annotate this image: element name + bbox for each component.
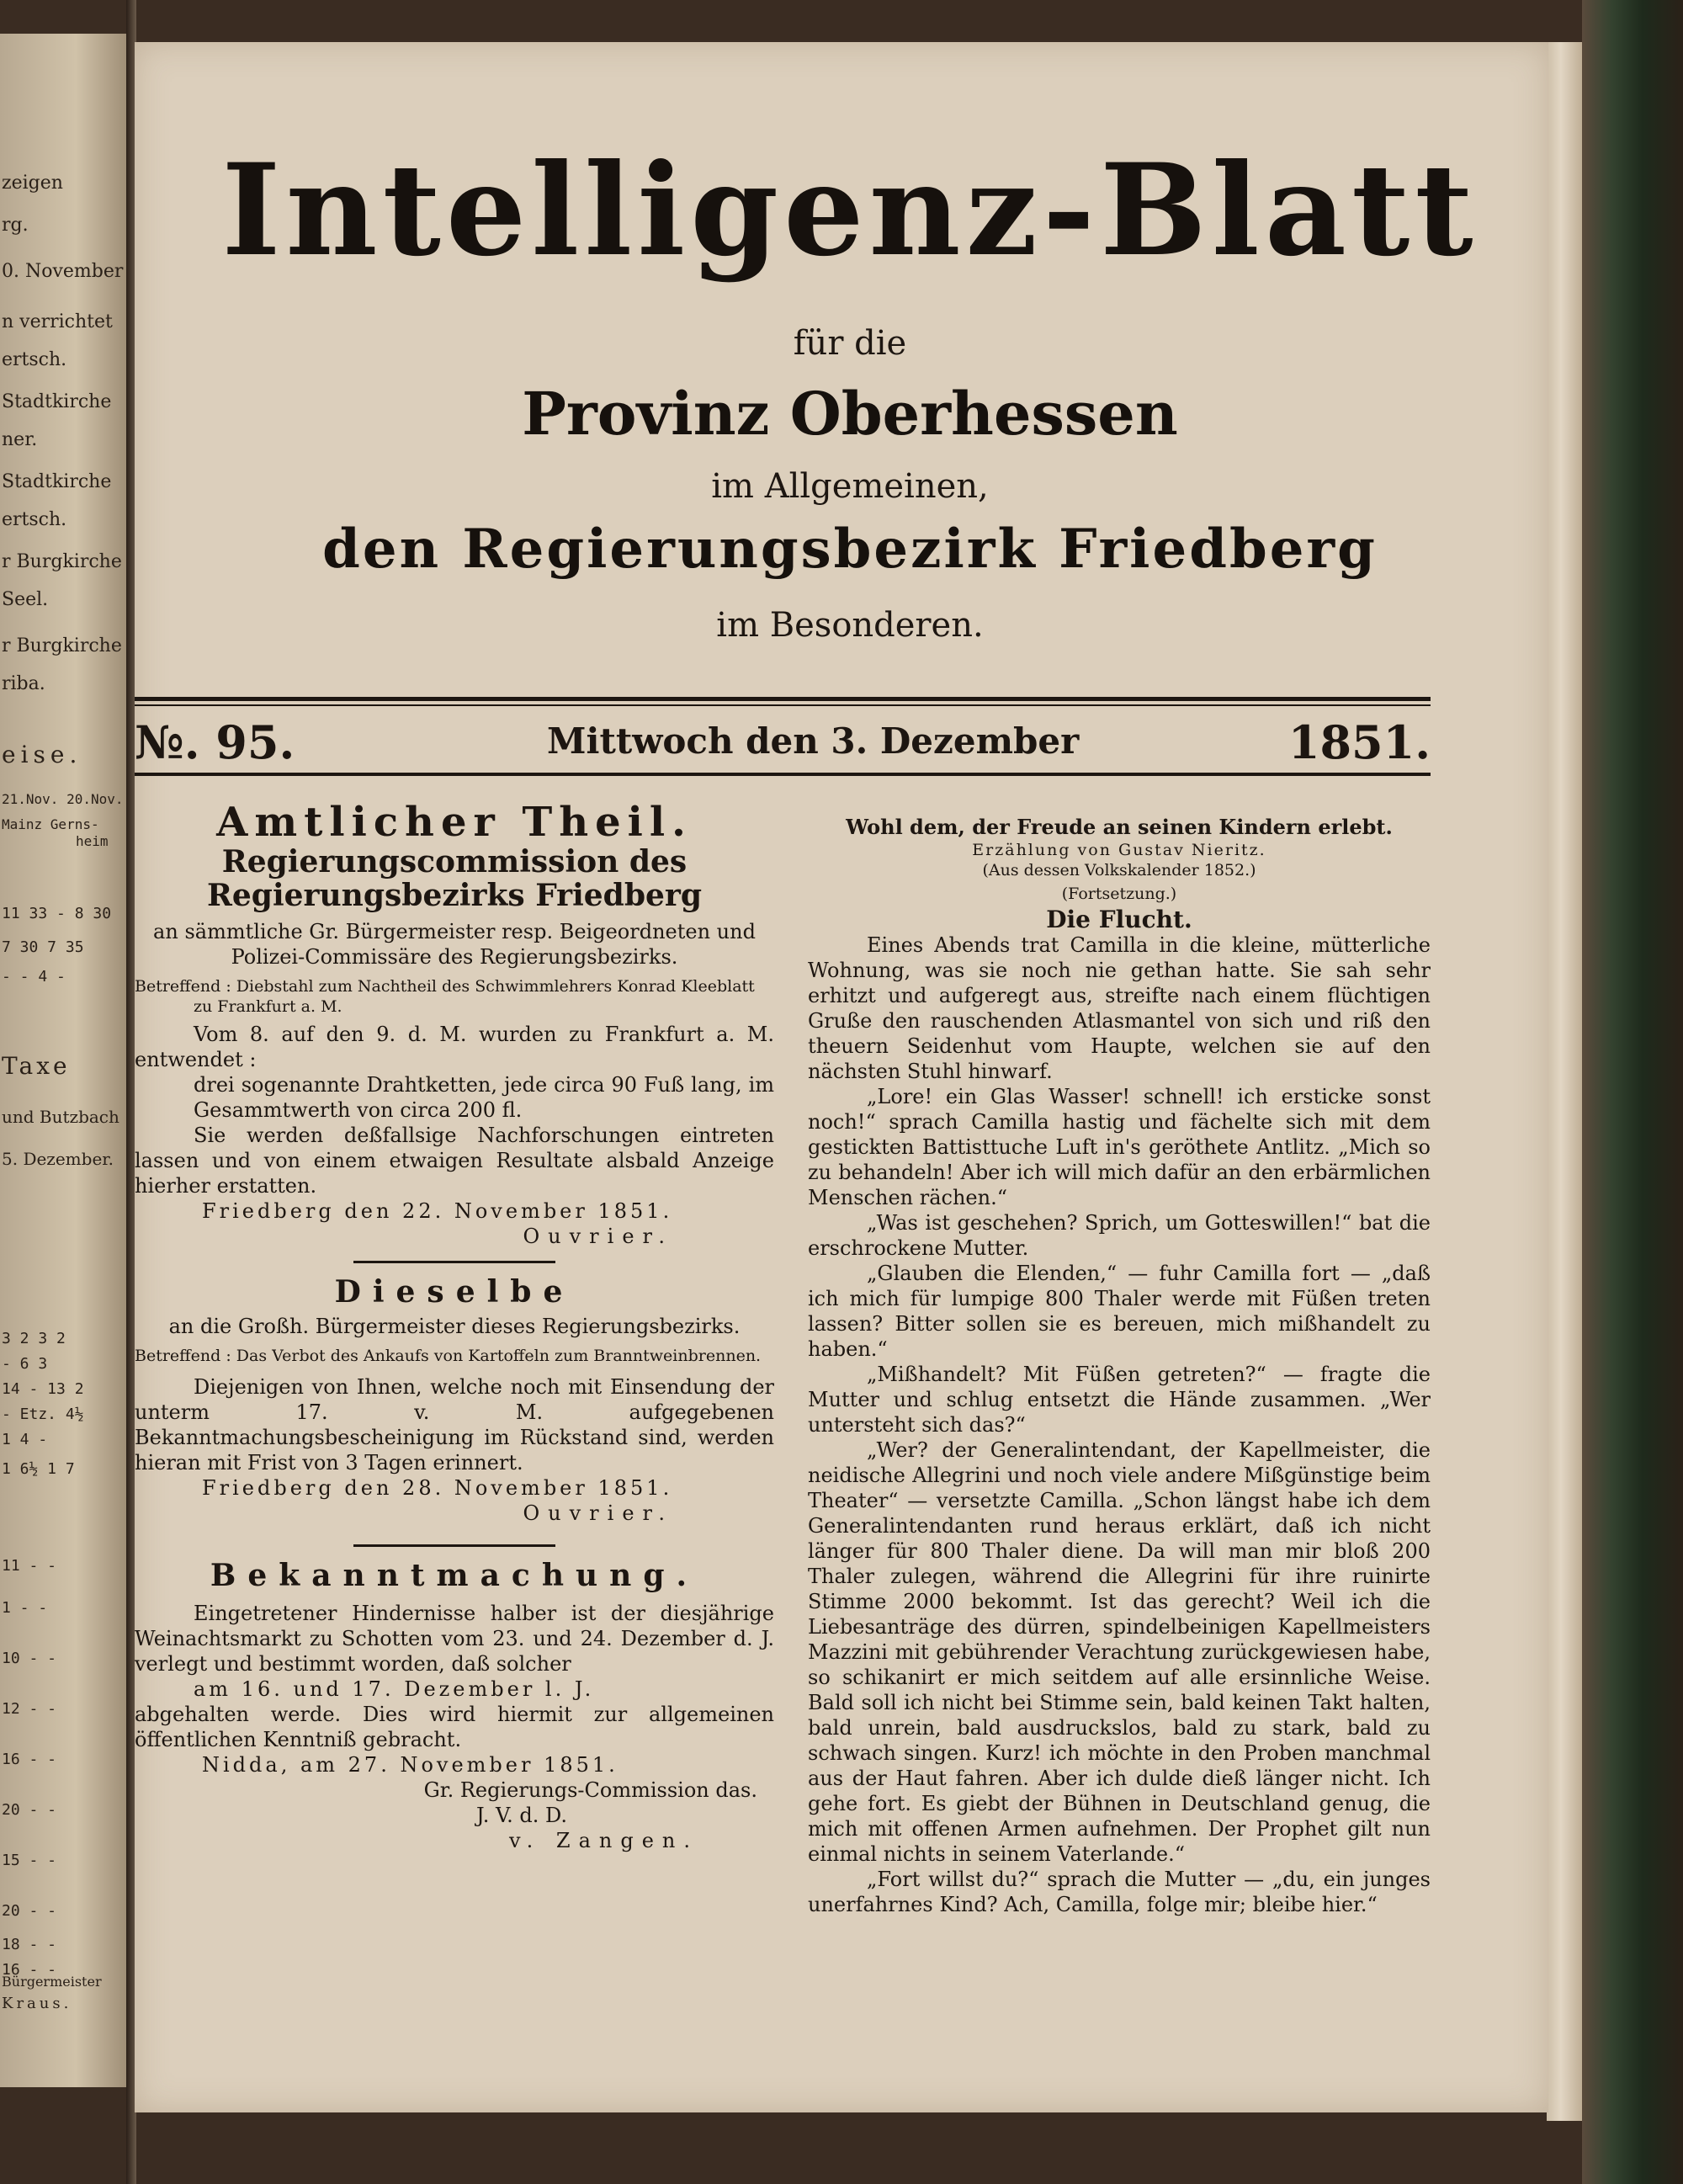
lp-row: 16 - - xyxy=(2,1751,57,1768)
notice1-text3: Sie werden deßfallsige Nachforschungen eintreten lassen und von einem etwaigen Resultate alsbald Anzeige hierher erstatten. xyxy=(135,1124,774,1198)
lp-row: 11 33 - 8 30 xyxy=(2,905,112,922)
official-heading: Amtlicher Theil. xyxy=(216,799,693,846)
top-rule xyxy=(135,697,1431,701)
lp-row: 16 - - xyxy=(2,1961,57,1979)
lp-line: ertsch. xyxy=(2,509,67,530)
notice1-addressees: an sämmtliche Gr. Bürgermeister resp. Beigeordneten und Polizei-Commissäre des Regierungsbezirks. xyxy=(153,920,756,969)
lp-row: 3 2 3 2 xyxy=(2,1330,66,1347)
issue-line xyxy=(135,715,1431,769)
previous-page-fragment xyxy=(0,34,131,2087)
story-paragraph: „Lore! ein Glas Wasser! schnell! ich ersticke sonst noch!“ sprach Camilla hastig und fächelte sich mit dem gestickten Battisttuche Luft in's geröthete Antlitz. „Mich so zu behandeln! Aber ich will mich dafür an den erbärmlichen Menschen rächen.“ xyxy=(808,1085,1431,1209)
lp-line: riba. xyxy=(2,673,45,694)
lp-line: n verrichtet xyxy=(2,311,113,332)
divider xyxy=(353,1261,555,1263)
notice-1 xyxy=(135,845,774,1249)
story-continuation: (Fortsetzung.) xyxy=(1061,885,1177,903)
right-column xyxy=(808,774,1431,1917)
masthead-fuer-die: für die xyxy=(793,324,907,363)
lp-row: - - 4 - xyxy=(2,968,66,986)
story-author: Erzählung von Gustav Nieritz. xyxy=(972,841,1266,859)
lp-line: ner. xyxy=(2,429,38,450)
lp-line: Seel. xyxy=(2,589,49,610)
lp-butzbach: und Butzbach xyxy=(2,1107,119,1127)
notice2-addressees: an die Großh. Bürgermeister dieses Regierungsbezirks. xyxy=(168,1315,741,1338)
notice1-betreffend: Betreffend : Diebstahl zum Nachtheil des Schwimmlehrers Konrad Kleeblatt zu Frankfurt a. M. xyxy=(135,977,755,1016)
issue-date: Mittwoch den 3. Dezember xyxy=(547,720,1080,762)
notice-3 xyxy=(135,1559,774,1853)
notice2-heading: Dieselbe xyxy=(334,1274,575,1310)
lp-row: 20 - - xyxy=(2,1902,57,1920)
left-column xyxy=(135,774,774,1853)
notice3-signature: v. Zangen. xyxy=(508,1829,698,1852)
masthead-allgemeinen: im Allgemeinen, xyxy=(711,467,989,506)
notice3-text2: abgehalten werde. Dies wird hiermit zur allgemeinen öffentlichen Kenntniß gebracht. xyxy=(135,1703,774,1751)
story-source: (Aus dessen Volkskalender 1852.) xyxy=(982,861,1256,879)
newspaper-page xyxy=(135,42,1548,2112)
notice2-betreffend: Betreffend : Das Verbot des Ankaufs von Kartoffeln zum Branntweinbrennen. xyxy=(135,1347,762,1365)
notice2-place-date: Friedberg den 28. November 1851. xyxy=(202,1476,673,1500)
notice2-signature: Ouvrier. xyxy=(523,1501,673,1525)
lp-row: 1 4 - xyxy=(2,1431,48,1448)
lp-row: 11 - - xyxy=(2,1557,57,1575)
divider xyxy=(353,1544,555,1547)
notice3-text1: Eingetretener Hindernisse halber ist der diesjährige Weinachtsmarkt zu Schotten vom 23. und 24. Dezember d. J. verlegt und bestimmt worden, daß solcher xyxy=(135,1602,774,1676)
lp-row: 10 - - xyxy=(2,1650,57,1667)
columns xyxy=(135,774,1431,2087)
top-rule-thin xyxy=(135,704,1431,706)
lp-line: r Burgkirche xyxy=(2,635,122,656)
issue-number: №. 95. xyxy=(135,715,295,769)
notice3-place-date: Nidda, am 27. November 1851. xyxy=(202,1753,619,1777)
story-chapter: Die Flucht. xyxy=(1046,906,1192,933)
masthead-title: Intelligenz-Blatt xyxy=(221,136,1479,284)
lp-heading: eise. xyxy=(2,741,82,768)
lp-line: r Burgkirche xyxy=(2,551,122,572)
notice1-signature: Ouvrier. xyxy=(523,1225,673,1248)
notice-2 xyxy=(135,1275,774,1526)
lp-footer2: Kraus. xyxy=(2,1995,72,2012)
lp-row: 12 - - xyxy=(2,1700,57,1718)
lp-row: - 6 3 xyxy=(2,1355,48,1373)
notice3-ivdd: J. V. d. D. xyxy=(475,1804,568,1827)
notice1-place-date: Friedberg den 22. November 1851. xyxy=(202,1199,673,1223)
notice3-dates: am 16. und 17. Dezember l. J. xyxy=(194,1677,595,1701)
lp-line: Stadtkirche xyxy=(2,391,112,412)
lp-row: 1 - - xyxy=(2,1599,48,1617)
lp-row: 14 - 13 2 xyxy=(2,1380,84,1398)
notice3-authority: Gr. Regierungs-Commission das. xyxy=(423,1778,757,1802)
masthead-bezirk: den Regierungsbezirk Friedberg xyxy=(322,518,1378,581)
lp-table-header: 21.Nov. 20.Nov. xyxy=(2,791,124,807)
lp-row: 18 - - xyxy=(2,1936,57,1953)
story-paragraph: „Was ist geschehen? Sprich, um Gotteswillen!“ bat die erschrockene Mutter. xyxy=(808,1211,1431,1260)
lp-footer: Bürgermeister xyxy=(2,1974,102,1990)
notice2-text: Diejenigen von Ihnen, welche noch mit Einsendung der unterm 17. v. M. aufgegebenen Bekanntmachungsbescheinigung im Rückstand sind, werden hieran mit Frist von 3 Tagen erinnert. xyxy=(135,1375,774,1475)
lp-row: 7 30 7 35 xyxy=(2,938,84,956)
book-binding xyxy=(1582,0,1683,2184)
notice3-heading: Bekanntmachung. xyxy=(210,1558,699,1593)
lp-table-sub2: heim xyxy=(76,833,109,849)
lp-line: 0. November xyxy=(2,261,124,282)
issue-year: 1851. xyxy=(1287,715,1431,769)
lp-row: - Etz. 4½ xyxy=(2,1406,84,1423)
notice1-authority: Regierungscommission des Regierungsbezirks Friedberg xyxy=(206,844,703,913)
lp-taxe: Taxe xyxy=(2,1052,71,1080)
story-paragraph: „Mißhandelt? Mit Füßen getreten?“ — fragte die Mutter und schlug entsetzt die Hände zusammen. „Wer untersteht sich das?“ xyxy=(808,1363,1431,1437)
lp-line: Stadtkirche xyxy=(2,471,112,492)
story-paragraph: „Fort willst du?“ sprach die Mutter — „du, ein junges unerfahrnes Kind? Ach, Camilla, folge mir; bleibe hier.“ xyxy=(808,1868,1431,1916)
lp-row: 20 - - xyxy=(2,1801,57,1819)
story-paragraph: Eines Abends trat Camilla in die kleine, mütterliche Wohnung, was sie noch nie gethan hatte. Sie sah sehr erhitzt und aufgeregt aus, streifte nach einem flüchtigen Gruße den rauschenden Atlasmantel von sich und riß den theuern Seidenhut vom Haupte, welchen sie auf den nächsten Stuhl hinwarf. xyxy=(808,933,1431,1083)
masthead-besonderen: im Besonderen. xyxy=(716,606,984,645)
lp-line: rg. xyxy=(2,215,29,236)
notice1-text2: drei sogenannte Drahtketten, jede circa 90 Fuß lang, im Gesammtwerth von circa 200 fl. xyxy=(194,1073,774,1122)
lp-line: zeigen xyxy=(2,173,63,194)
lp-row: 15 - - xyxy=(2,1852,57,1869)
lp-table-sub: Mainz Gerns- xyxy=(2,816,99,832)
story-paragraph: „Glauben die Elenden,“ — fuhr Camilla fort — „daß ich mich für lumpige 800 Thaler werde mit Füßen treten lassen? Bitter sollen sie es bereuen, mich mißhandelt zu haben.“ xyxy=(808,1262,1431,1361)
story-paragraph: „Wer? der Generalintendant, der Kapellmeister, die neidische Allegrini und noch viele andere Mißgünstige beim Theater“ — versetzte Camilla. „Schon längst habe ich dem Generalintendanten rund heraus erklärt, daß ich nicht länger für 800 Thaler diene. Da will man mir bloß 200 Thaler zulegen, während die Allegrini für ihre ruinirte Stimme 2000 bekommt. Ist das gerecht? Weil ich die Liebesanträge des dürren, spindelbeinigen Kapellmeisters Mazzini mit gebührender Verachtung zurückgewiesen habe, so schikanirt er mich seitdem auf alle ersinnliche Weise. Bald soll ich nicht bei Stimme sein, bald keinen Takt halten, bald unrein, bald ausdruckslos, bald zu stark, bald zu schwach singen. Kurz! ich möchte in den Proben manchmal aus der Haut fahren. Aber ich dulde dieß länger nicht. Ich gehe fort. Es giebt der Bühnen in Deutschland genug, die mich mit offenen Armen aufnehmen. Der Prophet gilt nun einmal nichts in seinem Vaterlande.“ xyxy=(808,1438,1431,1866)
lp-row: 1 6½ 1 7 xyxy=(2,1460,75,1478)
notice1-text1: Vom 8. auf den 9. d. M. wurden zu Frankfurt a. M. entwendet : xyxy=(135,1023,774,1071)
story-title: Wohl dem, der Freude an seinen Kindern erlebt. xyxy=(846,815,1393,839)
lp-dezember: 5. Dezember. xyxy=(2,1149,114,1169)
masthead-provinz: Provinz Oberhessen xyxy=(522,379,1178,449)
lp-line: ertsch. xyxy=(2,349,67,370)
